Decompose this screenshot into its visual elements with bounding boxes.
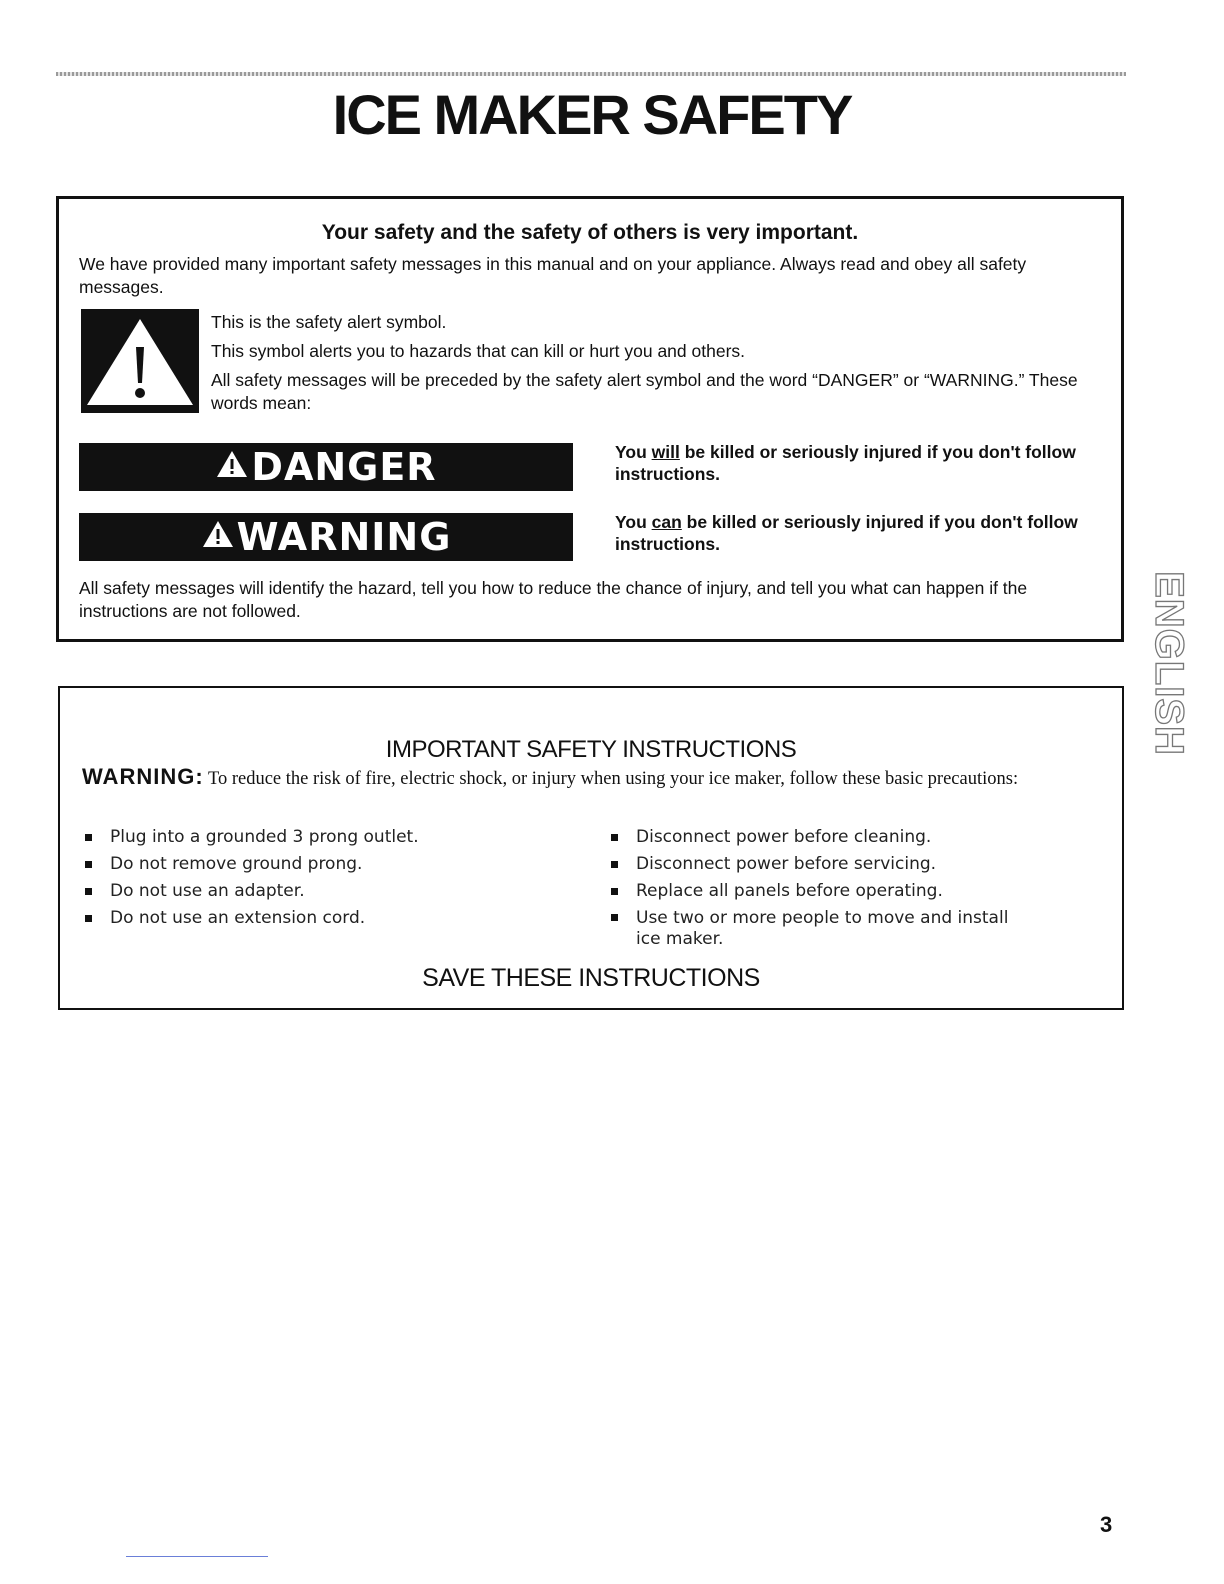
precautions-left-list bbox=[82, 824, 542, 932]
save-instructions: SAVE THESE INSTRUCTIONS bbox=[422, 964, 760, 992]
list-item-text: Do not use an extension cord. bbox=[110, 908, 366, 928]
warning-label: WARNING bbox=[236, 515, 452, 559]
list-item bbox=[608, 824, 1028, 851]
important-instructions-box bbox=[58, 686, 1124, 1010]
list-item bbox=[608, 851, 1028, 878]
warning-desc-prefix: You bbox=[615, 512, 652, 532]
safety-alert-symbol-icon bbox=[81, 309, 199, 413]
bullet-square-icon bbox=[611, 914, 618, 921]
language-side-tab bbox=[1146, 568, 1191, 758]
danger-desc-keyword: will bbox=[651, 442, 680, 462]
danger-desc-prefix: You bbox=[615, 442, 652, 462]
list-item-text: Plug into a grounded 3 prong outlet. bbox=[110, 827, 419, 847]
bullet-square-icon bbox=[85, 888, 92, 895]
page-number: 3 bbox=[1100, 1512, 1113, 1537]
warning-desc-keyword: can bbox=[651, 512, 682, 532]
warning-precaution bbox=[82, 766, 1102, 790]
safety-heading: Your safety and the safety of others is very important. bbox=[321, 221, 859, 244]
warning-banner bbox=[79, 513, 573, 561]
language-label: ENGLISH bbox=[1146, 570, 1191, 756]
symbol-line: This is the safety alert symbol. bbox=[211, 312, 447, 332]
danger-desc-suffix: be killed or seriously injured if you don't follow instructions. bbox=[615, 442, 1076, 484]
list-item bbox=[608, 878, 1028, 905]
symbol-line: All safety messages will be preceded by the safety alert symbol and the word “DANGER” or “WARNING.” These words mean: bbox=[211, 370, 1078, 413]
list-item-text: Do not remove ground prong. bbox=[110, 854, 363, 874]
bullet-square-icon bbox=[611, 861, 618, 868]
danger-label: DANGER bbox=[251, 445, 437, 489]
list-item bbox=[82, 824, 542, 851]
safety-intro: We have provided many important safety messages in this manual and on your appliance. Always read and obey all safety messages. bbox=[79, 254, 1027, 297]
list-item bbox=[82, 851, 542, 878]
warning-desc-suffix: be killed or seriously injured if you don't follow instructions. bbox=[615, 512, 1078, 554]
warning-description bbox=[615, 511, 1105, 555]
list-item-text: Disconnect power before cleaning. bbox=[636, 827, 932, 847]
list-item bbox=[608, 905, 1028, 950]
warning-word: WARNING: bbox=[82, 764, 204, 789]
list-item-text: Disconnect power before servicing. bbox=[636, 854, 937, 874]
bullet-square-icon bbox=[85, 915, 92, 922]
symbol-explanation bbox=[211, 311, 1091, 415]
instructions-heading: IMPORTANT SAFETY INSTRUCTIONS bbox=[385, 736, 797, 763]
danger-description bbox=[615, 441, 1105, 485]
list-item bbox=[82, 878, 542, 905]
alert-triangle-icon bbox=[215, 442, 249, 490]
symbol-line: This symbol alerts you to hazards that can kill or hurt you and others. bbox=[211, 341, 746, 361]
footer-rule bbox=[126, 1556, 268, 1557]
alert-triangle-icon bbox=[201, 512, 235, 560]
warning-text: To reduce the risk of fire, electric shock, or injury when using your ice maker, follow these basic precautions: bbox=[203, 769, 1019, 789]
page-title: ICE MAKER SAFETY bbox=[332, 83, 852, 146]
safety-message-box bbox=[56, 196, 1124, 642]
list-item-text: Replace all panels before operating. bbox=[636, 881, 943, 901]
list-item-text: Use two or more people to move and install ice maker. bbox=[636, 908, 1009, 949]
list-item-text: Do not use an adapter. bbox=[110, 881, 305, 901]
bullet-square-icon bbox=[85, 861, 92, 868]
top-rule bbox=[56, 72, 1126, 76]
bullet-square-icon bbox=[611, 888, 618, 895]
bullet-square-icon bbox=[85, 834, 92, 841]
safety-outro: All safety messages will identify the hazard, tell you how to reduce the chance of injury, and tell you what can happen if the instructions are not followed. bbox=[79, 578, 1028, 621]
list-item bbox=[82, 905, 542, 932]
precautions-right-list bbox=[608, 824, 1028, 950]
bullet-square-icon bbox=[611, 834, 618, 841]
danger-banner bbox=[79, 443, 573, 491]
